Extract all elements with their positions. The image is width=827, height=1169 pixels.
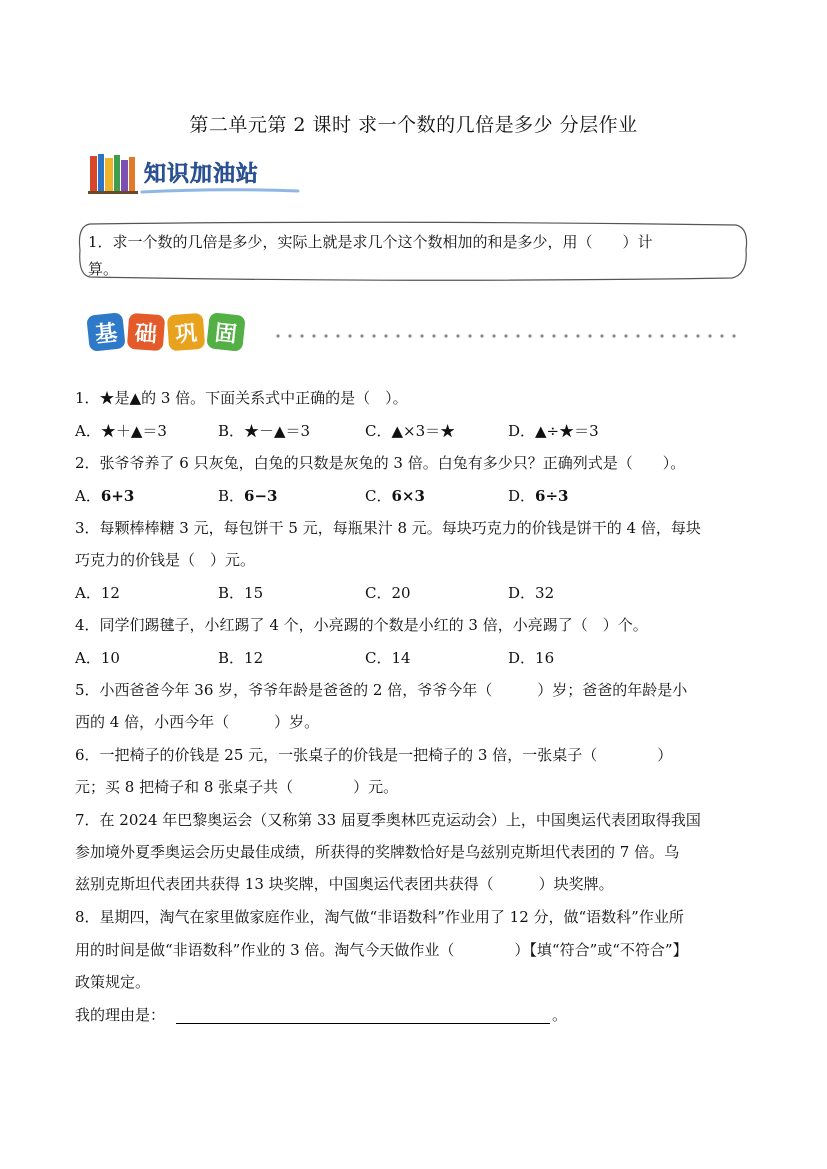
question-4-text: 4．同学们踢毽子，小红踢了 4 个，小亮踢的个数是小红的 3 倍，小亮踢了（ ）个。 — [75, 616, 648, 634]
basic-banner-tile-3: 巩 — [167, 313, 205, 351]
page-title: 第二单元第 2 课时 求一个数的几倍是多少 分层作业 — [189, 114, 638, 136]
knowledge-text-line-2: 算。 — [88, 260, 119, 278]
knowledge-text-line-1: 1．求一个数的几倍是多少，实际上就是求几个这个数相加的和是多少，用（ ）计 — [88, 233, 653, 251]
basic-banner-tile-1: 基 — [86, 312, 126, 352]
question-7-text-line-3: 兹别克斯坦代表团共获得 13 块奖牌，中国奥运代表团共获得（ ）块奖牌。 — [75, 875, 614, 893]
question-8-text-line-3: 政策规定。 — [75, 973, 151, 991]
question-1-option-a: A．★＋▲＝3 — [75, 422, 167, 440]
banner-underline — [140, 187, 300, 195]
question-1-text: 1．★是▲的 3 倍。下面关系式中正确的是（ ）。 — [75, 389, 408, 407]
knowledge-banner-label: 知识加油站 — [144, 161, 260, 187]
question-4-option-b: B．12 — [218, 649, 264, 667]
question-2-text: 2．张爷爷养了 6 只灰兔，白兔的只数是灰兔的 3 倍。白兔有多少只？正确列式是（ ）。 — [75, 454, 686, 472]
question-1-option-b: B．★－▲＝3 — [218, 422, 311, 440]
question-5-text-line-1: 5．小西爸爸今年 36 岁，爷爷年龄是爸爸的 2 倍，爷爷今年（ ）岁；爸爸的年龄是小 — [75, 681, 688, 699]
question-4-option-a: A．10 — [75, 649, 120, 667]
question-4-option-c: C．14 — [365, 649, 411, 667]
books-icon — [88, 150, 140, 194]
reason-end-mark: 。 — [552, 1006, 568, 1024]
dotted-divider — [272, 334, 742, 338]
question-6-text-line-1: 6．一把椅子的价钱是 25 元，一张桌子的价钱是一把椅子的 3 倍，一张桌子（ ） — [75, 746, 673, 764]
question-7-text-line-1: 7．在 2024 年巴黎奥运会（又称第 33 届夏季奥林匹克运动会）上，中国奥运代表团取得我国 — [75, 811, 701, 829]
question-2-option-b: B．6−3 — [218, 487, 278, 505]
question-5-text-line-2: 西的 4 倍，小西今年（ ）岁。 — [75, 713, 320, 731]
question-2-option-c: C．6×3 — [365, 487, 425, 505]
basic-banner-tile-2: 础 — [127, 313, 165, 351]
question-1-option-c: C．▲×3＝★ — [365, 422, 456, 440]
question-4-option-d: D．16 — [508, 649, 555, 667]
question-1-option-d: D．▲÷★＝3 — [508, 422, 599, 440]
question-6-text-line-2: 元；买 8 把椅子和 8 张桌子共（ ）元。 — [75, 778, 399, 796]
knowledge-banner — [88, 150, 259, 194]
question-3-option-a: A．12 — [75, 584, 120, 602]
question-2-option-d: D．6÷3 — [508, 487, 569, 505]
question-3-text-line-1: 3．每颗棒棒糖 3 元，每包饼干 5 元，每瓶果汁 8 元。每块巧克力的价钱是饼干的 4 倍，每块 — [75, 519, 701, 537]
question-3-text-line-2: 巧克力的价钱是（ ）元。 — [75, 551, 256, 569]
reason-answer-line[interactable] — [176, 1023, 550, 1024]
question-2-option-a: A．6+3 — [75, 487, 135, 505]
question-8-text-line-1: 8．星期四，淘气在家里做家庭作业，淘气做“非语数科”作业用了 12 分，做“语数科”作业所 — [75, 908, 684, 926]
basic-banner-tile-4: 固 — [206, 312, 246, 352]
question-3-option-d: D．32 — [508, 584, 555, 602]
basic-banner — [88, 314, 244, 350]
reason-label: 我的理由是： — [75, 1006, 166, 1024]
question-7-text-line-2: 参加境外夏季奥运会历史最佳成绩，所获得的奖牌数恰好是乌兹别克斯坦代表团的 7 倍。乌 — [75, 843, 680, 861]
question-3-option-b: B．15 — [218, 584, 264, 602]
question-3-option-c: C．20 — [365, 584, 411, 602]
question-8-text-line-2: 用的时间是做“非语数科”作业的 3 倍。淘气今天做作业（ ）【填“符合”或“不符合”】 — [75, 941, 688, 959]
